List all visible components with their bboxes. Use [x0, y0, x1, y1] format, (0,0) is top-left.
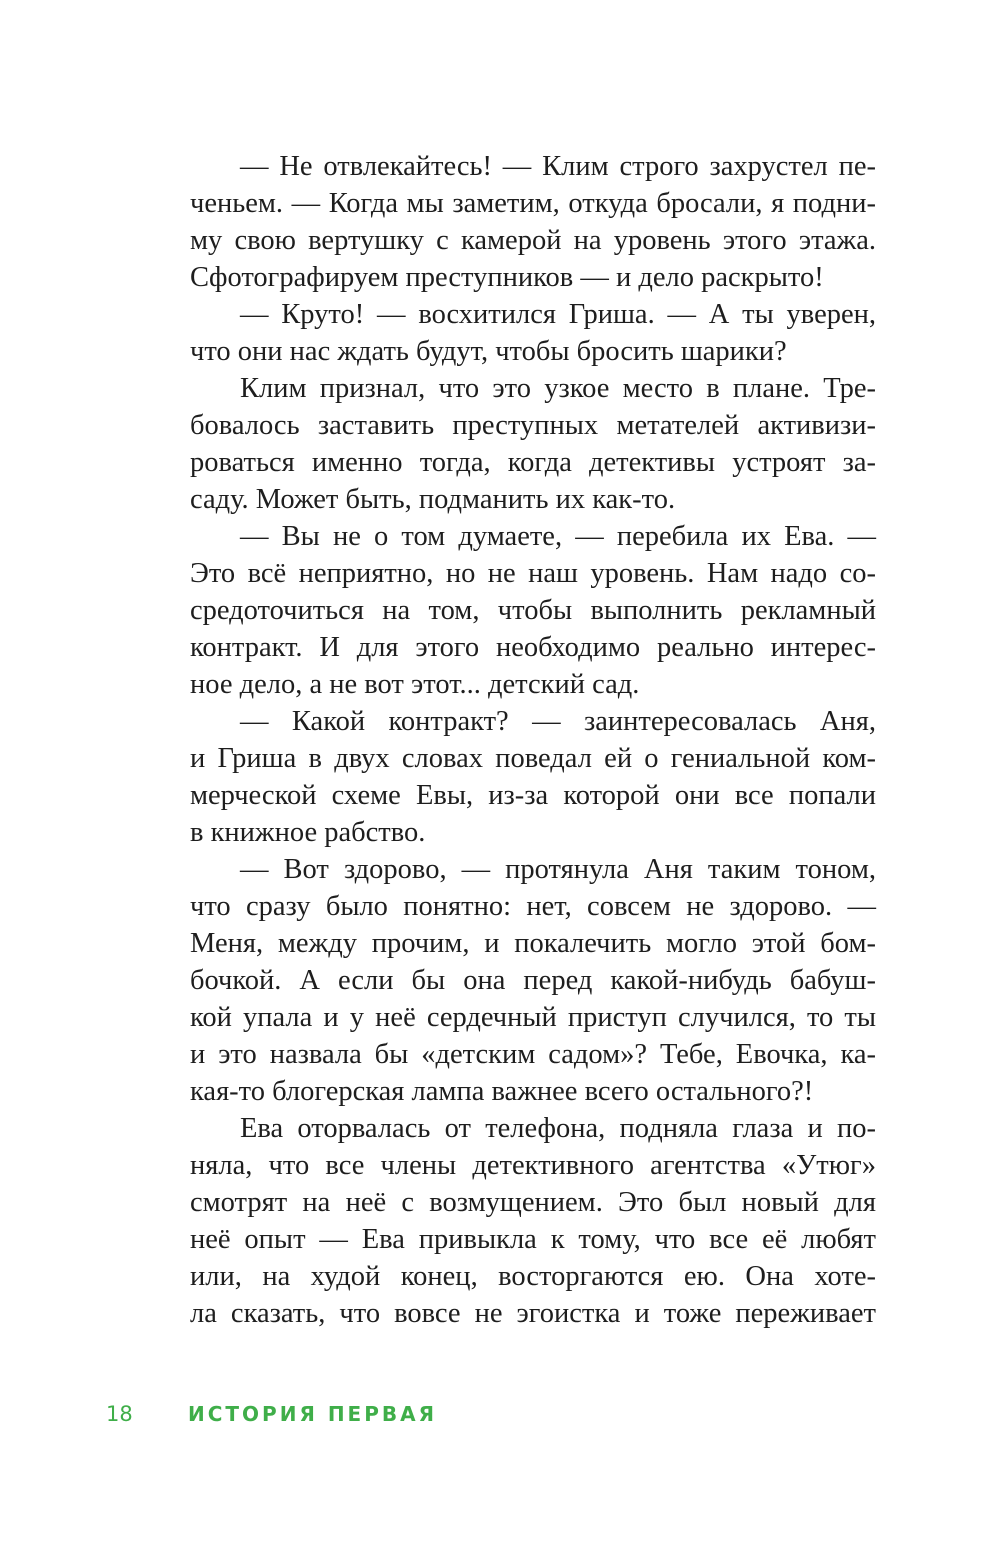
text-line: или, на худой конец, восторгаются ею. Она хоте- — [190, 1261, 876, 1292]
text-line: бовалось заставить преступных метателей активизи- — [190, 410, 876, 441]
text-line: кая-то блогерская лампа важнее всего остального?! — [190, 1076, 814, 1107]
text-line: — Не отвлекайтесь! — Клим строго захрустел пе- — [240, 151, 876, 182]
page-footer — [106, 1396, 437, 1432]
text-line: Ева оторвалась от телефона, подняла глаза и по- — [240, 1113, 876, 1144]
text-line: смотрят на неё с возмущением. Это был новый для — [190, 1187, 876, 1218]
text-line: саду. Может быть, подманить их как-то. — [190, 484, 676, 515]
text-line: кой упала и у неё сердечный приступ случился, то ты — [190, 1002, 876, 1033]
text-line: средоточиться на том, чтобы выполнить рекламный — [190, 595, 876, 626]
text-line: — Вот здорово, — протянула Аня таким тоном, — [240, 854, 876, 885]
text-line: в книжное рабство. — [190, 817, 426, 848]
text-line: бочкой. А если бы она перед какой-нибудь бабуш- — [190, 965, 876, 996]
text-line: ченьем. — Когда мы заметим, откуда бросали, я подни- — [190, 188, 876, 219]
text-line: няла, что все члены детективного агентства «Утюг» — [190, 1150, 876, 1181]
page-number: 18 — [106, 1402, 133, 1426]
text-line: что сразу было понятно: нет, совсем не здорово. — — [190, 891, 876, 922]
text-line: ное дело, а не вот этот... детский сад. — [190, 669, 640, 700]
text-line: роваться именно тогда, когда детективы устроят за- — [190, 447, 876, 478]
body-text — [190, 148, 876, 1332]
text-line: Сфотографируем преступников — и дело раскрыто! — [190, 262, 824, 293]
text-line: неё опыт — Ева привыкла к тому, что все её любят — [190, 1224, 876, 1255]
text-line: и Гриша в двух словах поведал ей о гениальной ком- — [190, 743, 876, 774]
text-line: и это назвала бы «детским садом»? Тебе, Евочка, ка- — [190, 1039, 876, 1070]
text-line: Клим признал, что это узкое место в плане. Тре- — [240, 373, 876, 404]
text-line: — Круто! — восхитился Гриша. — А ты уверен, — [240, 299, 876, 330]
running-title: ИСТОРИЯ ПЕРВАЯ — [188, 1402, 438, 1426]
text-line: что они нас ждать будут, чтобы бросить шарики? — [190, 336, 787, 367]
text-line: мерческой схеме Евы, из-за которой они все попали — [190, 780, 876, 811]
text-line: — Вы не о том думаете, — перебила их Ева. — — [240, 521, 876, 552]
text-line: — Какой контракт? — заинтересовалась Аня, — [240, 706, 876, 737]
text-line: му свою вертушку с камерой на уровень этого этажа. — [190, 225, 876, 256]
text-line: Это всё неприятно, но не наш уровень. Нам надо со- — [190, 558, 876, 589]
text-line: ла сказать, что вовсе не эгоистка и тоже переживает — [190, 1298, 876, 1329]
text-line: контракт. И для этого необходимо реально интерес- — [190, 632, 876, 663]
text-line: Меня, между прочим, и покалечить могло этой бом- — [190, 928, 876, 959]
